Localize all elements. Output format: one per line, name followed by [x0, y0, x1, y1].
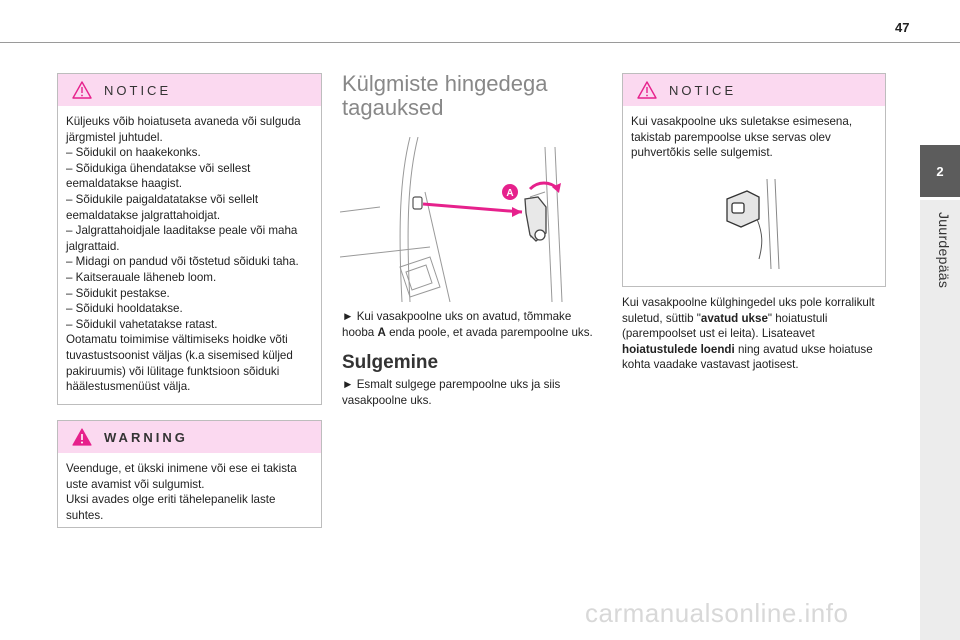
- notice-line: – Jalgrattahoidjale laaditakse peale või maha jalgrattaid.: [66, 224, 298, 253]
- warning-body: [58, 453, 321, 531]
- notice-line: – Midagi on pandud või tõstetud sõiduki taha.: [66, 255, 299, 269]
- notice-line: Küljeuks võib hoiatuseta avaneda või sulguda järgmistel juhtudel.: [66, 115, 301, 144]
- watermark: carmanualsonline.info: [585, 598, 849, 628]
- warning-title: WARNING: [104, 429, 188, 445]
- notice-line: – Sõidukile paigaldatatakse või sellelt eemaldatakse jalgrattahoidjat.: [66, 192, 259, 222]
- warning-line: Veenduge, et ükski inimene või ese ei takista uste avamist või sulgumist.: [66, 462, 297, 491]
- warning-box: [57, 420, 322, 528]
- notice-line: – Sõidukiga ühendatakse või sellest eemaldatakse haagist.: [66, 161, 251, 191]
- notice-title: NOTICE: [104, 82, 172, 98]
- notice-box: [57, 73, 322, 405]
- page-number: 47: [895, 20, 910, 35]
- notice-text: Kui vasakpoolne uks suletakse esimesena, takistab parempoolse ukse servas olev puhvertõkis selle sulgemist.: [631, 115, 853, 160]
- subsection-title: Sulgemine: [342, 352, 439, 373]
- chapter-tab[interactable]: [920, 145, 960, 197]
- close-instruction: ► Esmalt sulgege parempoolne uks ja siis vasakpoolne uks.: [342, 378, 561, 407]
- door-lever-illustration: [340, 137, 602, 302]
- notice-line: – Kaitserauale läheneb loom.: [66, 270, 217, 284]
- notice-header: [58, 74, 321, 106]
- notice-line: – Sõidukil vahetatakse ratast.: [66, 317, 218, 331]
- warning-light-info: Kui vasakpoolne külghingedel uks pole korralikult suletud, süttib "avatud ukse" hoiatustuli (parempoolset ust ei leita). Lisateavet hoiatustulede loendi ning avatud ukse hoiatuse kohta vaadake vastavast jaotisest.: [622, 296, 875, 372]
- notice-body: [58, 106, 321, 403]
- chapter-number: 2: [936, 163, 944, 179]
- section-title: Külgmiste hingedega tagauksed: [342, 71, 548, 120]
- warning-header: [58, 421, 321, 453]
- notice-line: – Sõidukil on haakekonks.: [66, 146, 201, 160]
- figure-label-a: A: [506, 188, 514, 199]
- chapter-label: Juurdepääs: [936, 212, 952, 289]
- door-bumper-illustration: [719, 179, 789, 269]
- notice-body: [623, 106, 885, 277]
- warning-triangle-icon: [72, 428, 92, 446]
- notice-line: – Sõiduki hooldatakse.: [66, 302, 183, 316]
- top-divider: [0, 42, 960, 43]
- warning-triangle-icon: [637, 81, 657, 99]
- notice-line: – Sõidukit pestakse.: [66, 286, 170, 300]
- notice-line: Ootamatu toimimise vältimiseks hoidke võti tuvastustsoonist väljas (k.a sisemised küljed pakiruumis) või lülitage funktsioon sõiduki häälestusmenüüst välja.: [66, 333, 293, 394]
- open-instruction: ► Kui vasakpoolne uks on avatud, tõmmake hooba A enda poole, et avada parempoolne uks.: [342, 310, 593, 339]
- notice-header: [623, 74, 885, 106]
- notice-title: NOTICE: [669, 82, 737, 98]
- warning-line: Uksi avades olge eriti tähelepanelik laste suhtes.: [66, 493, 276, 522]
- notice-box-2: [622, 73, 886, 287]
- warning-triangle-icon: [72, 81, 92, 99]
